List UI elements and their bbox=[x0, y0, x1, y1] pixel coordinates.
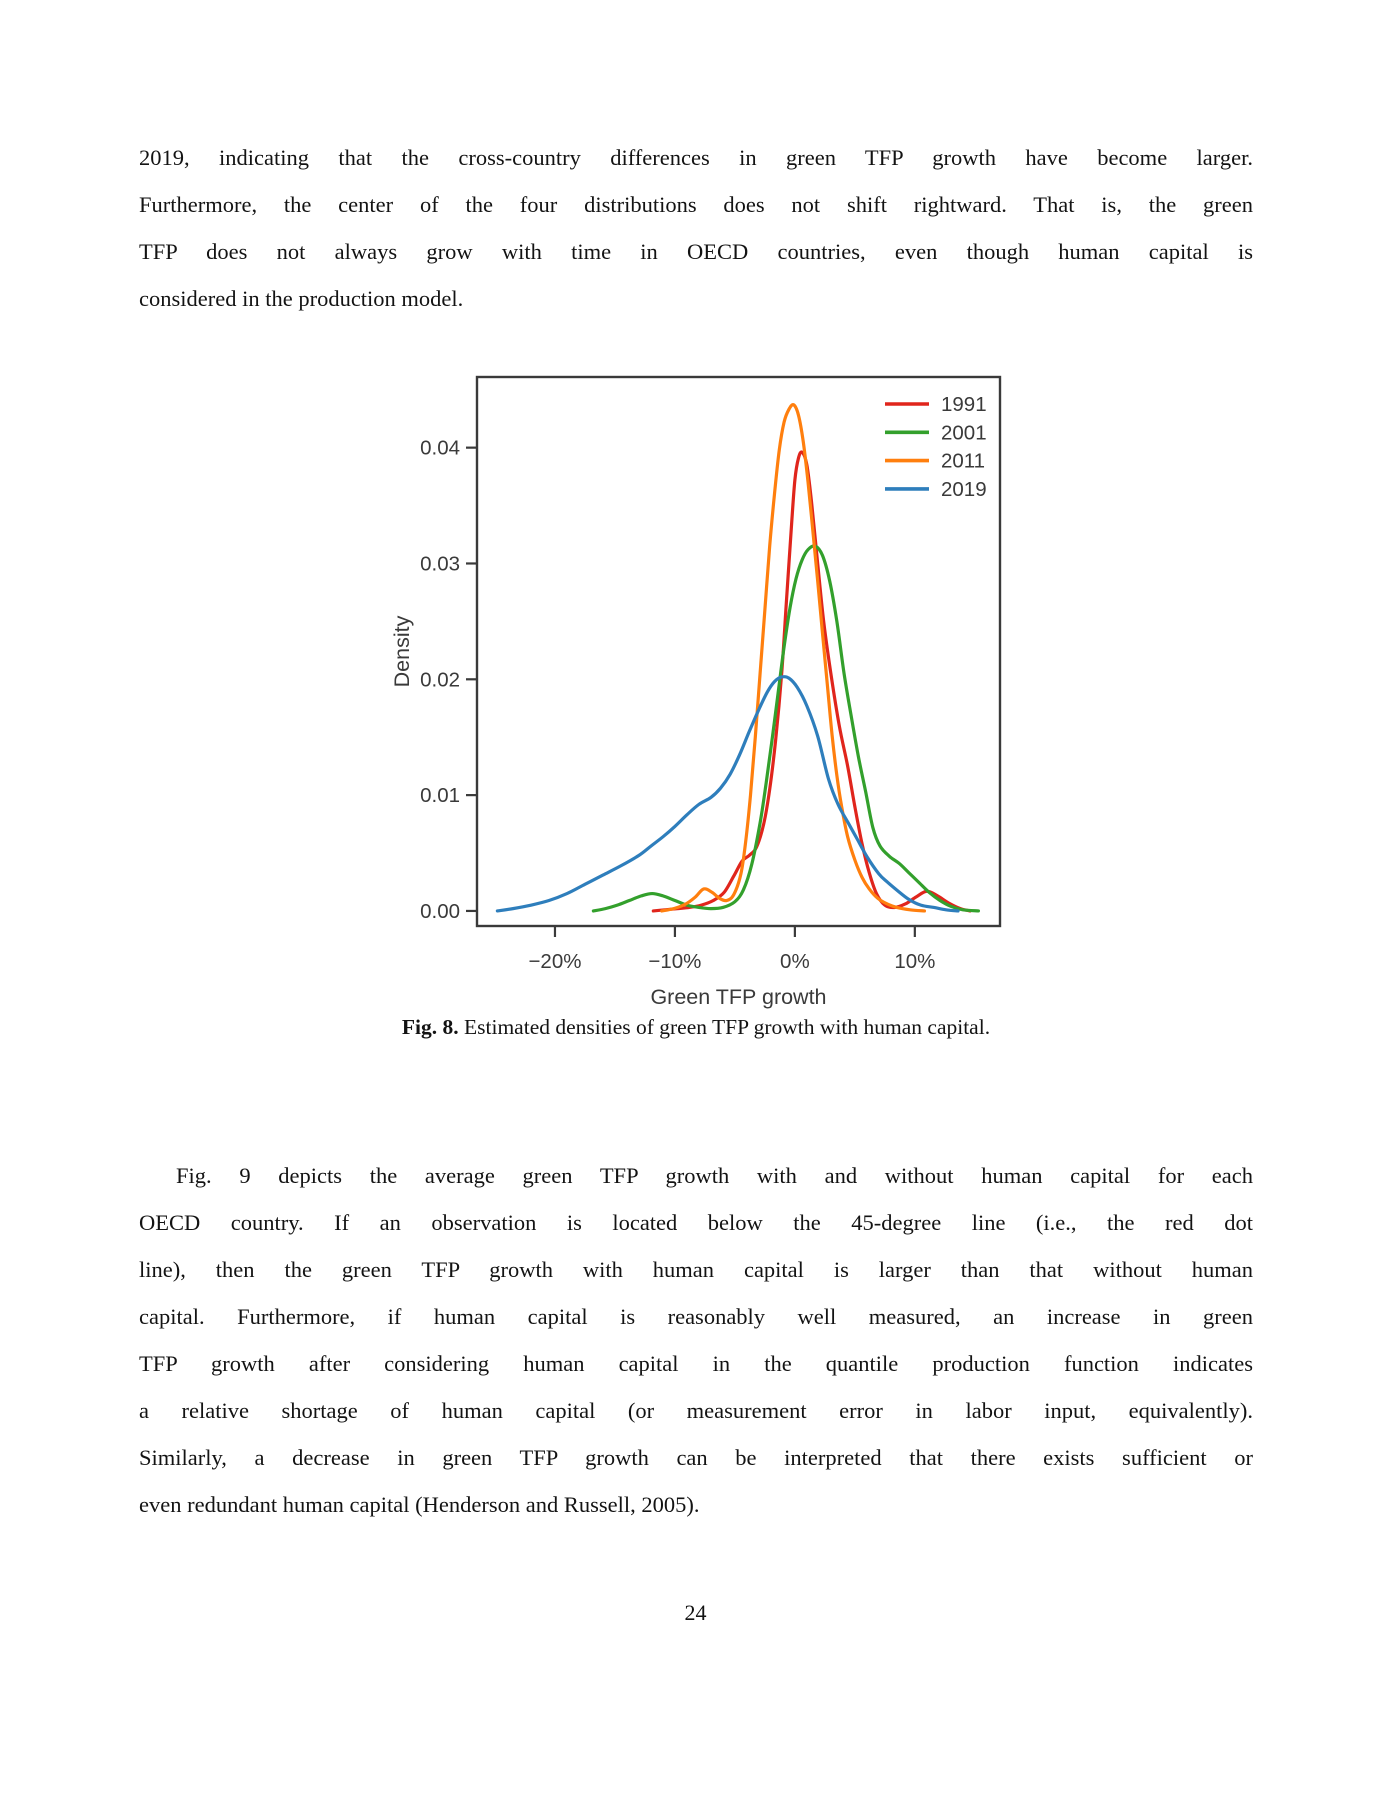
density-curve-2011 bbox=[662, 405, 925, 911]
curves-layer bbox=[497, 405, 978, 911]
text-line: TFP growth after considering human capital in the quantile production function indicates bbox=[139, 1351, 1253, 1376]
text-line: 2019, indicating that the cross-country differences in green TFP growth have become larger. bbox=[139, 145, 1253, 170]
text-line: OECD country. If an observation is located below the 45-degree line (i.e., the red dot bbox=[139, 1210, 1253, 1235]
text-line: even redundant human capital (Henderson and Russell, 2005). bbox=[139, 1492, 700, 1517]
text-line: Furthermore, the center of the four distributions does not shift rightward. That is, the green bbox=[139, 192, 1253, 217]
y-axis-tick-label: 0.00 bbox=[420, 899, 460, 923]
text-line: TFP does not always grow with time in OECD countries, even though human capital is bbox=[139, 239, 1253, 264]
x-axis-tick-label: 0% bbox=[780, 950, 810, 973]
legend-label-2011: 2011 bbox=[941, 449, 986, 473]
figure-caption-text: Estimated densities of green TFP growth with human capital. bbox=[464, 1015, 991, 1039]
text-line: a relative shortage of human capital (or measurement error in labor input, equivalently). bbox=[139, 1398, 1253, 1423]
x-axis-tick-label: −20% bbox=[528, 950, 582, 973]
x-axis-title: Green TFP growth bbox=[650, 985, 827, 1009]
legend-label-2001: 2001 bbox=[941, 421, 987, 445]
figure-caption bbox=[139, 1012, 1253, 1042]
y-axis-tick-label: 0.02 bbox=[420, 668, 460, 692]
paragraph-2 bbox=[139, 1152, 1253, 1528]
figure-8 bbox=[383, 325, 1033, 1013]
x-axis-tick-label: −10% bbox=[648, 950, 702, 973]
y-axis-tick-label: 0.01 bbox=[420, 784, 460, 808]
paragraph-1 bbox=[139, 134, 1253, 322]
density-curve-2019 bbox=[497, 677, 958, 911]
legend-label-1991: 1991 bbox=[941, 393, 987, 416]
figure-caption-label: Fig. 8. bbox=[401, 1015, 459, 1039]
legend bbox=[885, 393, 987, 501]
x-axis-tick-label: 10% bbox=[894, 950, 936, 973]
y-axis-tick-label: 0.04 bbox=[420, 436, 460, 460]
text-line: Fig. 9 depicts the average green TFP growth with and without human capital for each bbox=[176, 1163, 1253, 1188]
text-line: Similarly, a decrease in green TFP growth can be interpreted that there exists sufficient or bbox=[139, 1445, 1253, 1470]
legend-label-2019: 2019 bbox=[941, 477, 987, 501]
text-line: capital. Furthermore, if human capital is reasonably well measured, an increase in green bbox=[139, 1304, 1253, 1329]
y-axis-title: Density bbox=[390, 615, 414, 688]
density-chart bbox=[383, 325, 1033, 1013]
text-line: line), then the green TFP growth with human capital is larger than that without human bbox=[139, 1257, 1253, 1282]
y-axis-tick-label: 0.03 bbox=[420, 552, 460, 576]
page-number: 24 bbox=[684, 1600, 707, 1625]
text-line: considered in the production model. bbox=[139, 286, 464, 311]
